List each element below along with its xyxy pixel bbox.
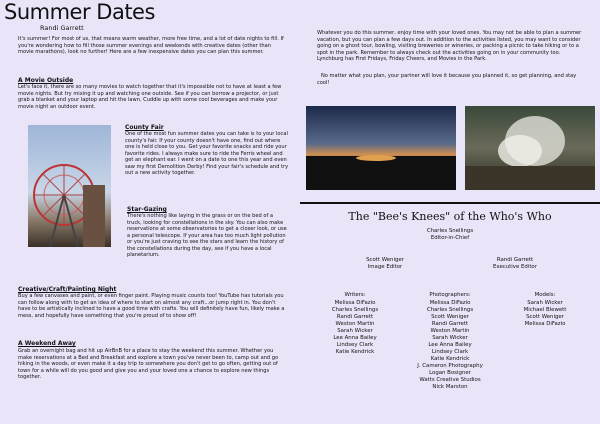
- closing-paragraph: Whatever you do this summer, enjoy time with your loved ones. You may not be able to plan a summer vacation, but you can plan a few days out. In addition to the activities listed, you may want to consider going on a ghost tour, bowling, visiting breweries or wineries, or packing a picnic to take hiking or to a spot in the park. Remember to always check out the activities going on in your community too. Lynchburg has First Fridays, Friday Cheers, and Movies in the Park.: [317, 30, 582, 62]
- section-heading-stargazing: Star-Gazing: [127, 206, 167, 213]
- section-text-weekend: Grab an overnight bag and hit up AirBnB for a place to stay the weekend this summer. Whether you make reservations at a Bed and Breakfast and explore a town you've never been to, camp out and go hiking in the woods, or even make it a day trip to somewhere you don't get to go often, getting out of town for a while will do you good and give you and your loved one a chance to explore new things together.: [18, 348, 279, 380]
- demolition-derby-photo: [465, 106, 595, 190]
- closing-paragraph-2: No matter what you plan, your partner will love it because you planned it, so get planning, and stay cool!: [317, 73, 577, 86]
- models-label: Models:: [534, 292, 556, 298]
- staff-title: The "Bee's Knees" of the Who's Who: [348, 210, 552, 223]
- section-text-fair: One of the most fun summer dates you can take is to your local county's fair. If your county doesn't have one, find out where one is held close to you. Get your favorite snacks and ride your favorite rides. I always make sure to ride the Ferris wheel and get an elephant ear. I went on a date to one this year and even saw my first Demolition Derby! Find your fair's schedule and try out a new activity together.: [125, 131, 289, 176]
- page-title: Summer Dates: [4, 0, 155, 24]
- section-heading-craft: Creative/Craft/Painting Night: [18, 286, 117, 293]
- executive-editor: Randi Garrett Executive Editor: [493, 257, 537, 270]
- section-heading-weekend: A Weekend Away: [18, 340, 76, 347]
- photographers-label: Photographers:: [429, 292, 471, 298]
- writers-list: Melissa DiFazio Charles Snellings Randi Garrett Weston Martin Sarah Wicker Lee Anna Bailey Lindsey Clark Katie Kendrick: [331, 300, 379, 355]
- ferris-wheel-icon: [28, 125, 111, 247]
- author-byline: Randi Garrett: [40, 24, 84, 32]
- intro-paragraph: It's summer! For most of us, that means warm weather, more free time, and a lot of date nights to fill. If you're wondering how to fill those summer evenings and weekends with creative dates (other than movie marathons), look no further! Here are a few inexpensive dates you can plan this summer.: [18, 36, 284, 55]
- photographers-list: Melissa DiFazio Charles Snellings Scott Weniger Randi Garrett Weston Martin Sarah Wicker Lee Anna Bailey Lindsey Clark Katie Kendrick J. Cameron Photography Logan Bosigner Watts Creative Studios Nick Marston: [417, 300, 483, 390]
- writers-label: Writers:: [344, 292, 366, 298]
- section-heading-movie: A Movie Outside: [18, 77, 74, 84]
- section-text-craft: Buy a few canvases and paint, or even finger paint. Playing music counts too! YouTube has tutorials you can follow along with to get an idea of where to start on almost any craft...or jump right in. You don't have to be artistically inclined to have a good time with crafts. You will definitely have fun, likely make a mess, and hopefully have something that you're proud of to show off!: [18, 293, 285, 319]
- section-divider: [300, 202, 600, 204]
- sunset-lake-photo: [306, 106, 456, 190]
- editor-in-chief: Charles Snellings Editor-in-Chief: [426, 228, 474, 241]
- section-text-movie: Let's face it, there are so many movies to watch together that it's impossible not to have at least a few movie nights. But try mixing it up and watching one outside. See if you can borrow a projector, or just grab a blanket and your laptop and hit the lawn. Cuddle up with some cool beverages and make your movie night an outdoor event.: [18, 84, 282, 110]
- image-editor: Scott Weniger Image Editor: [366, 257, 404, 270]
- section-heading-fair: County Fair: [125, 124, 164, 131]
- section-text-stargazing: There's nothing like laying in the grass or on the bed of a truck, looking for constellations in the sky. You can also make reservations at some observatories to get a closer look, or use a personal telescope. If your area has too much light pollution or you're just craving to see the stars and learn the history of the constellations during the day, see if you have a local planetarium.: [127, 213, 287, 258]
- models-list: Sarah Wicker Michael Blewett Scott Weniger Melissa DiFazio: [523, 300, 567, 327]
- ferris-wheel-photo: [28, 125, 111, 247]
